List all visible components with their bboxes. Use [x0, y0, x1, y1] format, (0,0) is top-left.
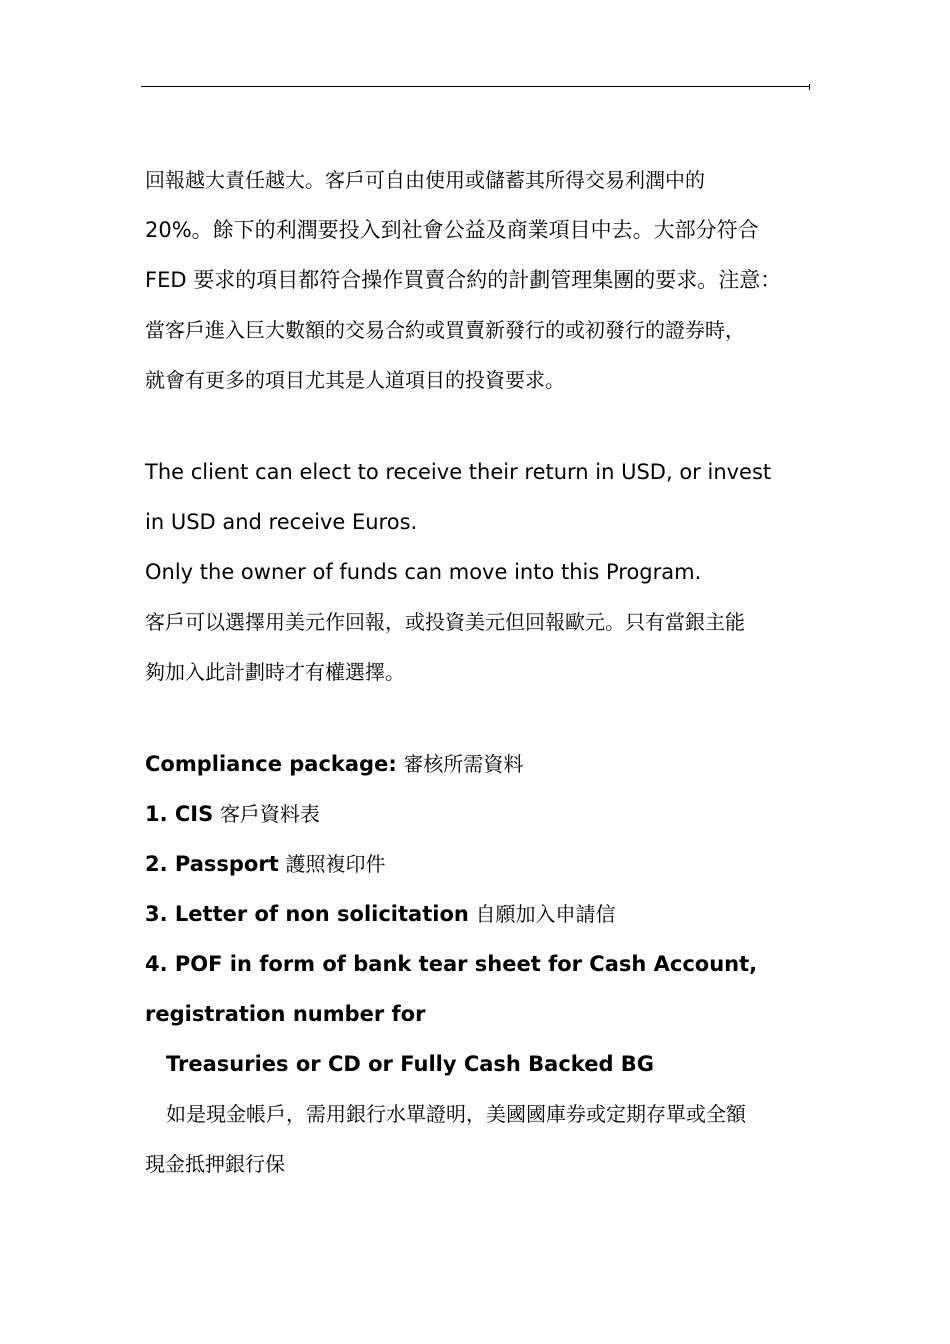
text-line: FED 要求的項目都符合操作買賣合約的計劃管理集團的要求。注意：	[145, 268, 782, 292]
compliance-item-label: 3. Letter of non solicitation	[145, 902, 469, 926]
text-line: 就會有更多的項目尤其是人道項目的投資要求。	[145, 368, 565, 392]
compliance-item-label: 2. Passport	[145, 852, 279, 876]
paragraph-returns-cn	[145, 155, 845, 405]
text-line: 20%。餘下的利潤要投入到社會公益及商業項目中去。大部分符合	[145, 218, 759, 242]
compliance-item-4-line: Treasuries or CD or Fully Cash Backed BG	[166, 1052, 655, 1076]
text-line: 當客戶進入巨大數額的交易合約或買賣新發行的或初發行的證券時，	[145, 318, 745, 342]
compliance-item-cn: 護照複印件	[285, 852, 386, 876]
compliance-item	[145, 839, 845, 889]
compliance-item-4-line: registration number for	[145, 1002, 426, 1026]
paragraph-spacer	[145, 405, 845, 447]
compliance-item-4-line: 4. POF in form of bank tear sheet for Cash Account,	[145, 952, 758, 976]
compliance-item-label: 1. CIS	[145, 802, 214, 826]
paragraph-spacer	[145, 697, 845, 739]
text-line: Only the owner of funds can move into this Program.	[145, 560, 702, 584]
text-line: 回報越大責任越大。客戶可自由使用或儲蓄其所得交易利潤中的	[145, 168, 705, 192]
compliance-heading: Compliance package:	[145, 752, 397, 776]
text-line: The client can elect to receive their return in USD, or invest	[145, 460, 772, 484]
paragraph-returns-en	[145, 447, 845, 597]
text-line: 客戶可以選擇用美元作回報，或投資美元但回報歐元。只有當銀主能	[145, 610, 745, 634]
compliance-item	[145, 889, 845, 939]
compliance-heading-line	[145, 739, 845, 789]
compliance-heading-cn: 審核所需資料	[403, 752, 524, 776]
paragraph-currency-cn	[145, 597, 845, 697]
text-line: 夠加入此計劃時才有權選擇。	[145, 660, 405, 684]
text-line: in USD and receive Euros.	[145, 510, 418, 534]
compliance-item	[145, 789, 845, 839]
compliance-section	[145, 739, 845, 1189]
header-rule	[141, 86, 810, 87]
compliance-item-4-cn: 現金抵押銀行保	[145, 1152, 285, 1176]
compliance-item-4-cn: 如是現金帳戶，需用銀行水單證明，美國國庫券或定期存單或全額	[166, 1102, 746, 1126]
compliance-item-cn: 自願加入申請信	[475, 902, 616, 926]
compliance-item-cn: 客戶資料表	[219, 802, 320, 826]
header-rule-end-mark	[809, 84, 810, 90]
document-body	[145, 155, 845, 1189]
